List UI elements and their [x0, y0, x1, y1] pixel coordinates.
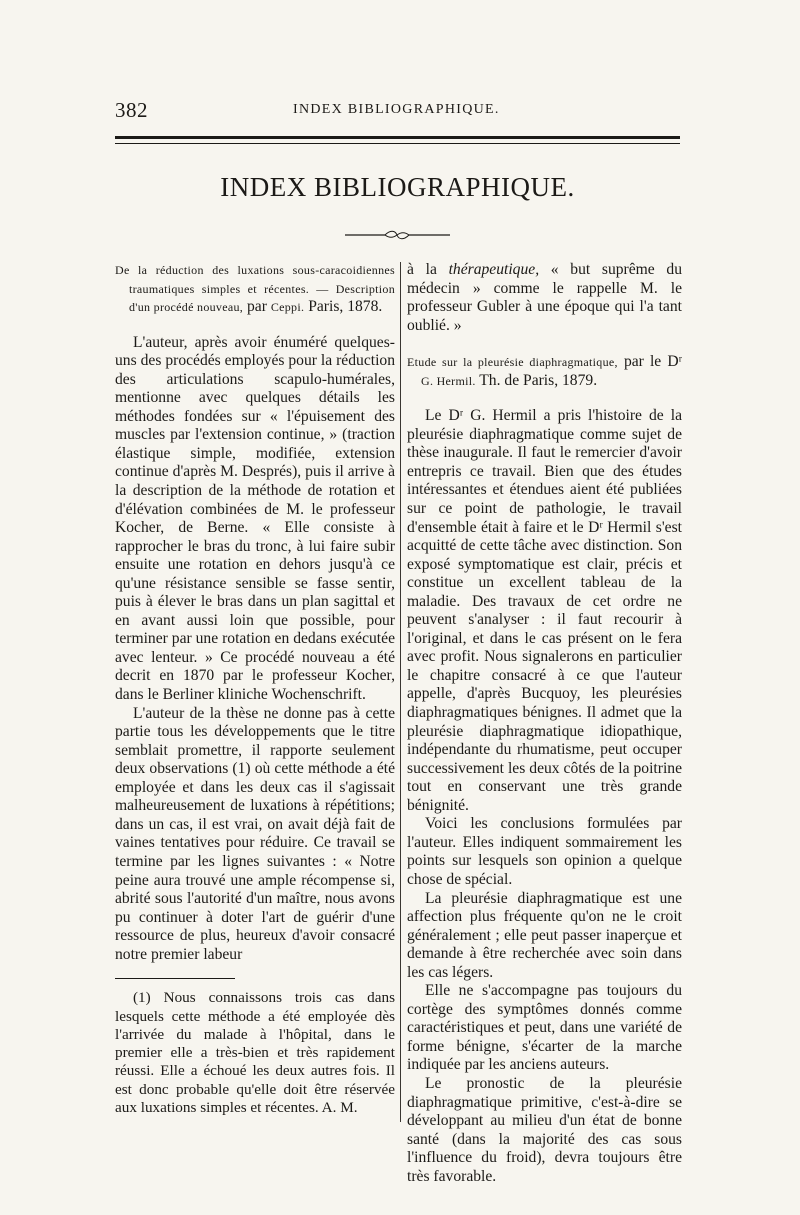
paragraph: Elle ne s'accompagne pas toujours du cortège des symptômes donnés comme caractéristiques et peut, dans une variété de forme bénigne, s'écarter de la marche indiquée par les anciens auteurs. — [407, 982, 682, 1074]
author-prefix: par le Dʳ — [623, 353, 682, 371]
author-prefix: par — [247, 298, 267, 316]
paragraph: L'auteur de la thèse ne donne pas à cette partie tous les développements que le titre semblait promettre, il rapporte seulement deux observations (1) où cette méthode a été employée et dans les deux cas il s'agissait malheureusement de luxations à répétitions; dans un cas, il est vrai, on avait déjà fait de vaines tentatives pour réduire. Ce travail se termine par les lignes suivantes : « Notre peine aura trouvé une ample récompense si, abrité sous l'autorité d'un maître, nous avons pu continuer à doter l'art de guérir d'une ressource de plus, heureux d'avoir consacré notre premier labeur — [115, 704, 395, 963]
publication-place: Th. de Paris, 1879. — [479, 371, 598, 389]
italic-word: thérapeutique, — [448, 261, 540, 278]
page-number: 382 — [115, 98, 148, 122]
author-name: G. Hermil. — [421, 373, 476, 388]
paragraph: La pleurésie diaphragmatique est une affection plus fréquente qu'on ne le croit généralement ; elle peut passer inaperçue et demande à être recherchée avec soin dans les cas légers. — [407, 889, 682, 981]
header-rule-thin — [115, 143, 680, 144]
paragraph: Voici les conclusions formulées par l'auteur. Elles indiquent sommairement les points sur lesquels son opinion a quelque chose de spécial. — [407, 815, 682, 888]
paragraph: Le pronostic de la pleurésie diaphragmatique primitive, c'est-à-dire se développant au milieu d'un état de bonne santé (dans la majorité des cas sous l'influence du froid), devra toujours être très favorable. — [407, 1074, 682, 1185]
footnote-rule — [115, 978, 235, 979]
author-name: Ceppi. — [270, 300, 305, 315]
right-column — [407, 261, 682, 1186]
paragraph: Le Dʳ G. Hermil a pris l'histoire de la pleurésie diaphragmatique comme sujet de thèse inaugurale. Il faut le remercier d'avoir entrepris ce travail. Bien que des études intéressantes et étendues aient été publiées sur ce point de pathologie, le travail d'ensemble était à faire et le Dʳ Hermil s'est acquitté de cette tâche avec distinction. Son exposé symptomatique est clair, précis et constitue un excellent tableau de la maladie. Des travaux de cet ordre ne peuvent s'analyser : il faut recourir à l'original, et dans le cas présent on le fera avec profit. Nous signalerons en particulier le chapitre consacré à ce que l'auteur appelle, d'après Bucquoy, les pleurésies diaphragmatiques bénignes. Il admet que la pleurésie diaphragmatique idiopathique, indépendante du rhumatisme, peut occuper successivement les deux côtés de la poitrine tout en conservant une très grande bénignité. — [407, 407, 682, 814]
footnote: (1) Nous connaissons trois cas dans lesquels cette méthode a été employée dès l'arrivée du malade à l'hôpital, dans le premier elle a très-bien et très rapidement réussi. Elle a échoué les deux autres fois. Il est donc probable qu'elle doit être réservée aux luxations simples et récentes. A. M. — [115, 989, 395, 1117]
publication-place: Paris, 1878. — [308, 298, 383, 316]
article-heading — [115, 261, 395, 317]
column-separator — [400, 262, 401, 1122]
paragraph-continuation: à la thérapeutique, « but suprême du médecin » comme le rappelle M. le professeur Gubler à une époque qui l'a tant oublié. » — [407, 261, 683, 334]
running-title: INDEX BIBLIOGRAPHIQUE. — [293, 102, 500, 117]
paragraph: L'auteur, après avoir énuméré quelques-uns des procédés employés pour la réduction des articulations scapulo-humérales, mentionne avec quelques détails les méthodes fondées sur « l'épuisement des muscles par l'extension continue, » (traction élastique simple, modifiée, extension continue d'après M. Després), puis il arrive à la description de la méthode de rotation et d'élévation combinées de M. le professeur Kocher, de Berne. « Elle consiste à rapprocher le bras du tronc, à lui faire subir ensuite une rotation en dehors jusqu'à ce qu'une résistance sensible se fasse sentir, puis à élever le bras dans un plan sagittal et en avant aussi loin que possible, pour terminer par une rotation en dedans exécutée avec lenteur. » Ce procédé nouveau a été decrit en 1870 par le professeur Kocher, dans le Berliner kliniche Wochenschrift. — [115, 333, 395, 704]
header-rule-thick — [115, 136, 680, 139]
article-heading — [407, 353, 682, 390]
page-header — [115, 98, 680, 128]
section-title: INDEX BIBLIOGRAPHIQUE. — [220, 172, 575, 202]
article-title: De la réduction des luxations sous-caracoidiennes traumatiques simples et récentes. — Description d'un procédé nouveau, — [115, 263, 395, 315]
left-column — [115, 261, 395, 1117]
article-title: Etude sur la pleurésie diaphragmatique, — [407, 355, 618, 370]
ornament-divider — [345, 229, 450, 241]
